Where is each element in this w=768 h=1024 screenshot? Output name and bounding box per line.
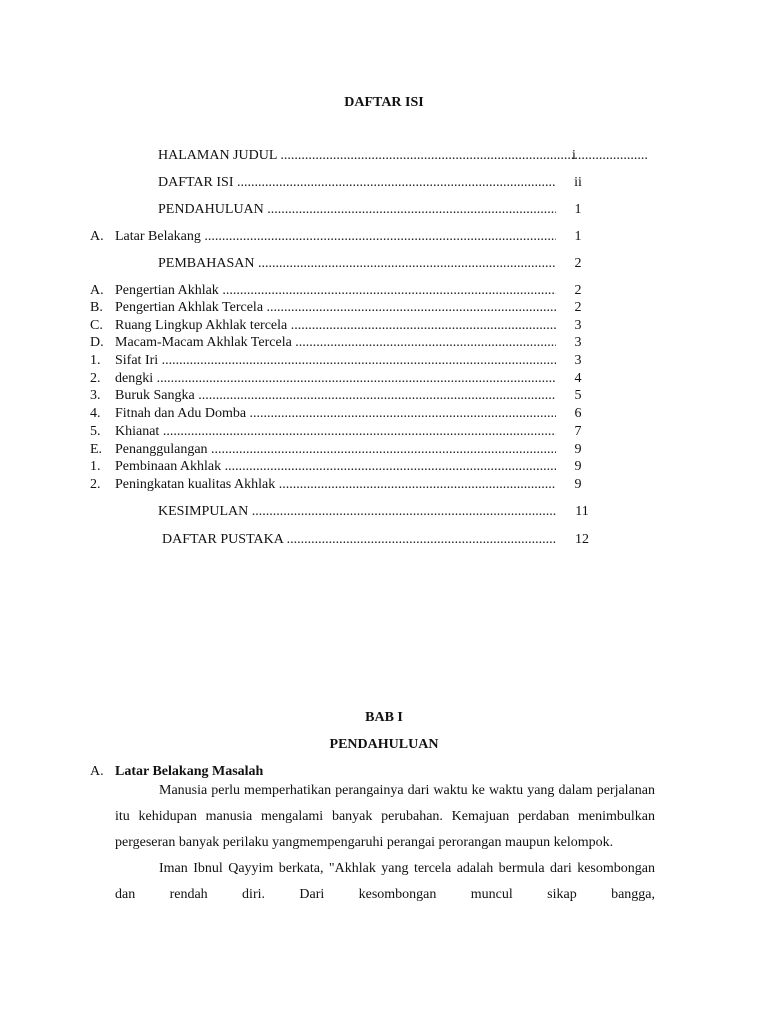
toc-label: DAFTAR ISI ..... <box>158 174 556 192</box>
toc-page: 2 <box>574 300 582 315</box>
toc-page: 4 <box>574 371 582 386</box>
toc-label: Macam-Macam Akhlak Tercela ..... <box>115 334 556 352</box>
toc-marker: 5. <box>90 424 101 439</box>
toc-entry <box>90 441 610 459</box>
toc-page: 12 <box>575 532 589 547</box>
toc-marker: A. <box>90 283 104 298</box>
toc-label: Buruk Sangka ..... <box>115 387 556 405</box>
toc-label: KESIMPULAN ..... <box>158 503 556 521</box>
body-text <box>115 778 655 908</box>
toc-entry <box>90 228 610 246</box>
toc-label: Fitnah dan Adu Domba ..... <box>115 405 556 423</box>
toc-marker: B. <box>90 300 103 315</box>
toc-marker: 1. <box>90 353 101 368</box>
toc-marker: 3. <box>90 388 101 403</box>
chapter-number: BAB I <box>365 710 403 725</box>
toc-label: Khianat ..... <box>115 423 556 441</box>
toc-page: ii <box>574 175 582 190</box>
toc-label: Latar Belakang ..... <box>115 228 556 246</box>
toc-marker: D. <box>90 335 104 350</box>
paragraph: Manusia perlu memperhatikan perangainya dari waktu ke waktu yang dalam perjalanan itu kehidupan manusia mengalami banyak perubahan. Kemajuan perdaban menimbulkan pergeseran banyak perilaku yangmempengaruhi perangai perorangan maupun kelompok. <box>115 783 655 850</box>
toc-label: Penanggulangan ..... <box>115 441 556 459</box>
toc-entry <box>90 299 610 317</box>
toc-marker: 2. <box>90 477 101 492</box>
toc-page: 11 <box>575 504 589 519</box>
section-marker: A. <box>90 764 104 779</box>
toc-page: 9 <box>574 459 582 474</box>
toc-marker: 4. <box>90 406 101 421</box>
toc-page: 2 <box>574 256 582 271</box>
toc-page: i <box>572 148 576 163</box>
toc-page: 3 <box>574 318 582 333</box>
toc-page: 1 <box>574 202 582 217</box>
toc-marker: C. <box>90 318 103 333</box>
toc-page: 9 <box>574 442 582 457</box>
toc-label: PEMBAHASAN ..... <box>158 255 556 273</box>
toc-page: 9 <box>574 477 582 492</box>
toc-marker: A. <box>90 229 104 244</box>
toc-page: 1 <box>574 229 582 244</box>
chapter-title: PENDAHULUAN <box>329 737 439 752</box>
toc-label: Ruang Lingkup Akhlak tercela ..... <box>115 317 556 335</box>
toc-label: dengki ..... <box>115 370 556 388</box>
toc-marker: 1. <box>90 459 101 474</box>
toc-entry <box>90 201 610 219</box>
toc-label: DAFTAR PUSTAKA ..... <box>162 531 556 549</box>
section-title: Latar Belakang Masalah <box>115 764 264 779</box>
toc-marker: E. <box>90 442 103 457</box>
toc-entry <box>90 458 610 476</box>
toc-page: 3 <box>574 353 582 368</box>
toc-label: Pengertian Akhlak Tercela ..... <box>115 299 556 317</box>
toc-label: Peningkatan kualitas Akhlak ..... <box>115 476 556 494</box>
toc-page: 7 <box>574 424 582 439</box>
toc-entry <box>90 423 610 441</box>
paragraph: Iman Ibnul Qayyim berkata, "Akhlak yang tercela adalah bermula dari kesombongan dan rendah diri. Dari kesombongan muncul sikap bangga, <box>115 861 655 902</box>
toc-label: Sifat Iri ..... <box>115 352 556 370</box>
toc-entry <box>90 352 610 370</box>
toc-entry <box>90 174 610 192</box>
toc-entry <box>90 334 610 352</box>
toc-label: Pembinaan Akhlak ..... <box>115 458 556 476</box>
toc-entry <box>90 531 610 549</box>
toc-entry <box>90 255 610 273</box>
toc-page: 6 <box>574 406 582 421</box>
toc-entry <box>90 503 610 521</box>
toc-entry <box>90 282 610 300</box>
toc-entry <box>90 317 610 335</box>
toc-page: 2 <box>574 283 582 298</box>
toc-marker: 2. <box>90 371 101 386</box>
toc-entry <box>90 476 610 494</box>
toc-label: Pengertian Akhlak ..... <box>115 282 556 300</box>
toc-label: HALAMAN JUDUL ..... <box>158 147 648 165</box>
toc-entry <box>90 370 610 388</box>
toc-page: 5 <box>574 388 582 403</box>
toc-page: 3 <box>574 335 582 350</box>
toc-label: PENDAHULUAN ..... <box>158 201 556 219</box>
toc-entry <box>90 405 610 423</box>
toc-entry <box>90 147 610 165</box>
toc-title: DAFTAR ISI <box>344 95 424 110</box>
toc-entry <box>90 387 610 405</box>
